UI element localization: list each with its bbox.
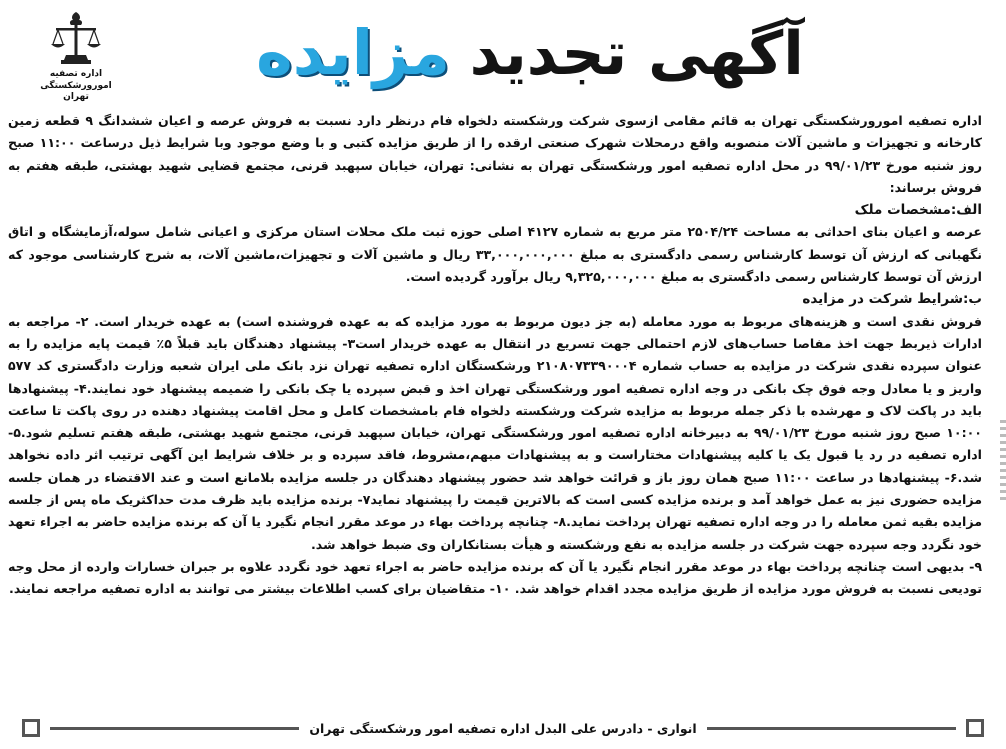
emblem xyxy=(36,8,116,103)
closing-text: ۹- بدیهی است چنانچه پرداخت بهاء در موعد مقرر انجام نگیرد یا آن که برنده مزایده حاضر به اجراء تعهد خود نگردد علاوه بر جبران خسارات وارده از محل وجه تودیعی نسبت به فروش مورد مزایده از طریق مزایده مجدد اقدام خواهد شد. ۱۰- متقاضیان برای کسب اطلاعات بیشتر می توانند به اداره تصفیه مراجعه نمایند. xyxy=(8,558,982,597)
intro-text: به قائم مقامی ازسوی شرکت ورشکسته دلخواه فام درنظر دارد نسبت به فروش عرصه و اعیان ششدانگ ۹ قطعه زمین کارخانه و تجهیزات و ماشین آلات منصوبه واقع درمحلات شهرک صنعتی ارقده را از طریق مزایده کتبی و با وضع موجود وبا شرایط ذیل درساعت ۱۱:۰۰ صبح روز شنبه مورخ ۹۹/۰۱/۲۳ در محل اداره تصفیه امور ورشکستگی تهران به نشانی: تهران، خیابان سپهبد قرنی، مجتمع قضایی شهید بهشتی، طبقه هفتم به فروش برساند: xyxy=(8,113,982,195)
section-a-text: عرصه و اعیان بنای احداثی به مساحت ۲۵۰۴/۲۴ متر مربع به شماره ۴۱۲۷ اصلی حوزه ثبت ملک محلات استان مرکزی و اعیانی شامل سوله،آزمایشگاه و اتاق نگهبانی که ارزش آن توسط کارشناس رسمی دادگستری به مبلغ ۳۳,۰۰۰,۰۰۰,۰۰۰ ریال و ماشین آلات و تجهیزات،ماشین آلات، به شرح کارشناسی موجود که ارزش آن توسط کارشناس رسمی دادگستری به مبلغ ۹,۳۲۵,۰۰۰,۰۰۰ ریال برآورد گردیده است. xyxy=(8,224,982,285)
signature: انواری - دادرس علی البدل اداره تصفیه امور ورشکستگی تهران xyxy=(309,720,697,736)
headline-part2: مزایده xyxy=(256,16,451,89)
footer-box-right xyxy=(966,719,984,737)
footer-box-left xyxy=(22,719,40,737)
section-b-title: ب:شرایط شرکت در مزایده xyxy=(802,291,982,308)
notice-body xyxy=(8,110,982,601)
headline-part1: آگهی تجدید xyxy=(469,19,804,89)
section-a-title: الف:مشخصات ملک xyxy=(854,202,982,219)
intro-paragraph xyxy=(8,110,982,199)
justice-scales-emblem-icon xyxy=(48,8,104,68)
footer-rule xyxy=(50,727,299,730)
headline xyxy=(250,0,810,105)
footer-rule xyxy=(707,727,956,730)
section-b-text: فروش نقدی است و هزینه‌های مربوط به مورد معامله (به جز دیون مربوط به مورد مزایده که به عهده فروشنده است) به عهده خریدار است. ۲- مراجعه به ادارات ذیربط جهت اخذ مفاصا حساب‌های لازم احتمالی جهت تسریع در انتقال به عهده خریدار است۳- پیشنهاد دهندگان باید قبلاً ۵٪ قیمت پایه مزایده را به عنوان سپرده نقدی شرکت در مزایده به حساب شماره ۲۱۰۸۰۷۳۳۹۰۰۰۴ ورشکستگان اداره تصفیه تهران نزد بانک ملی ایران شعبه وزارت دادگستری کد ۵۷۷ واریز و یا معادل وجه فوق چک بانکی در وجه اداره تصفیه امور ورشکستگی تهران اخذ و قبض سپرده یا چک بانکی را ضمیمه پیشنهاد خود نمایند.۴- پیشنهادها باید در پاکت لاک و مهرشده با ذکر جمله مربوط به مزایده شرکت ورشکسته دلخواه فام بامشخصات کامل و محل اقامت پیشنهاد دهنده در روی پاکت تا ساعت ۱۰:۰۰ صبح روز شنبه مورخ ۹۹/۰۱/۲۳ به دبیرخانه اداره تصفیه امور ورشکستگی تهران، خیابان سپهبد قرنی، مجتمع شهید بهشتی، طبقه هفتم تسلیم شود.۵- اداره تصفیه در رد یا قبول یک یا کلیه پیشنهادات مختاراست و به پیشنهادات مبهم،مشروط، فاقد سپرده و بر خلاف شرایط این آگهی ترتیب اثر داده نخواهد شد.۶- پیشنهادها در ساعت ۱۱:۰۰ صبح همان روز باز و قرائت خواهد شد حضور پیشنهاد دهندگان در جلسه مزایده بلامانع است و عند الاقتضاء در همان جلسه مزایده حضوری نیز به عمل خواهد آمد و برنده مزایده کسی است که بالاترین قیمت را پیشنهاد نماید۷- برنده مزایده باید ظرف مدت حداکثریک ماه پس از جلسه مزایده بقیه ثمن معامله را در وجه اداره تصفیه تهران پرداخت نماید.۸- چنانچه پرداخت بهاء در موعد مقرر انجام نگیرد یا آن که برنده مزایده حاضر به اجراء تعهد خود نگردد وجه سپرده جهت شرکت در جلسه مزایده به نفع ورشکسته و هیأت بستانکاران وی ضبط خواهد شد. xyxy=(8,313,983,552)
edge-marks xyxy=(1000,420,1006,500)
footer-signature-bar xyxy=(22,713,984,743)
intro-lead: اداره تصفیه امورورشکستگی تهران xyxy=(761,113,982,128)
emblem-caption-line2: امورورشکستگی تهران xyxy=(40,81,112,102)
emblem-caption-line1: اداره تصفیه xyxy=(49,69,103,79)
